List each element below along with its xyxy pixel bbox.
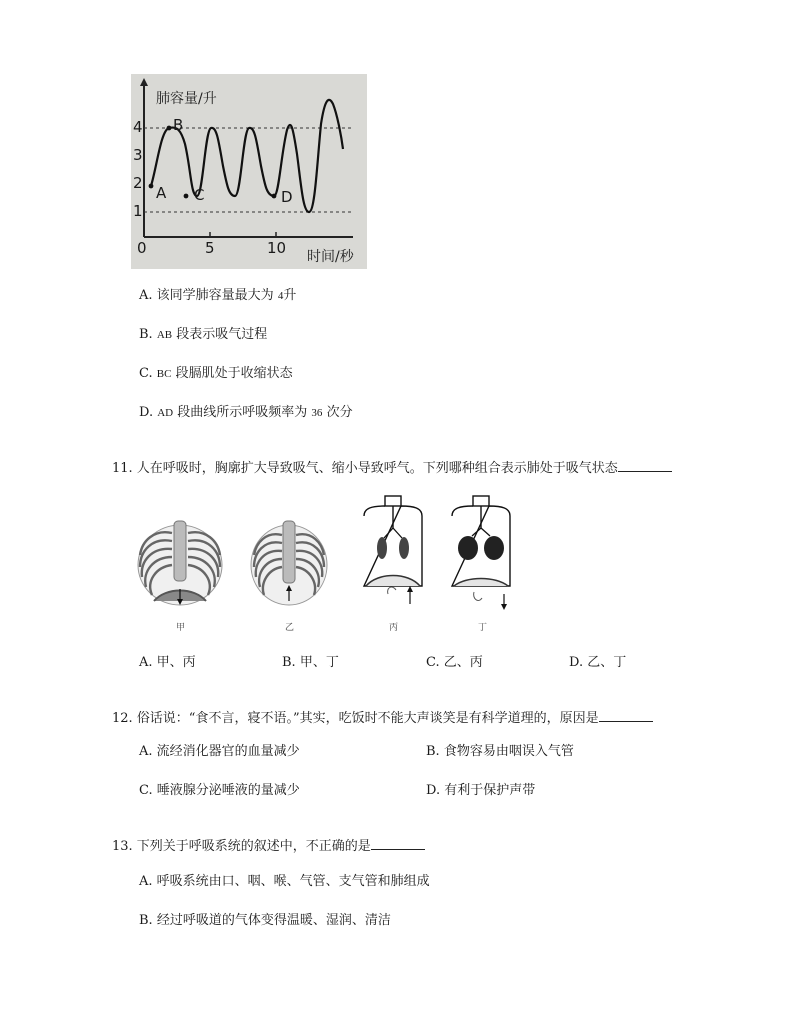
q13-text: 13. 下列关于呼吸系统的叙述中，不正确的是 (112, 837, 425, 855)
caption-ding: 丁 (478, 623, 488, 633)
bell-jar-ding-figure (446, 494, 516, 612)
q12-option-d[interactable]: D. 有利于保护声带 (426, 783, 536, 798)
q10-option-b[interactable]: B. AB 段表示吸气过程 (139, 327, 268, 342)
q10-option-d[interactable]: D. AD 段曲线所示呼吸频率为 36 次分 (139, 405, 353, 420)
point-a: A (156, 184, 167, 202)
q11-answer-blank[interactable] (618, 459, 672, 472)
q12-text: 12. 俗话说：“食不言，寝不语。”其实，吃饭时不能大声谈笑是有科学道理的，原因是 (112, 709, 653, 727)
point-c: C (194, 186, 205, 204)
ytick-4: 4 (133, 118, 143, 136)
xtick-0: 0 (137, 239, 147, 257)
ytick-1: 1 (133, 202, 143, 220)
q12-answer-blank[interactable] (599, 709, 653, 722)
q13-option-a[interactable]: A. 呼吸系统由口、咽、喉、气管、支气管和肺组成 (139, 874, 430, 889)
q10-option-a[interactable]: A. 该同学肺容量最大为 4升 (139, 288, 297, 303)
xtick-10: 10 (267, 239, 287, 257)
q11-text: 11. 人在呼吸时，胸廓扩大导致吸气、缩小导致呼气。下列哪种组合表示肺处于吸气状态 (112, 459, 672, 477)
q12-option-a[interactable]: A. 流经消化器官的血量减少 (139, 744, 300, 759)
q11-option-a[interactable]: A. 甲、丙 (139, 655, 196, 670)
graph-xlabel: 时间/秒 (307, 249, 354, 265)
q13-answer-blank[interactable] (371, 837, 425, 850)
q11-option-d[interactable]: D. 乙、丁 (569, 655, 627, 670)
ribcage-jia-figure (136, 515, 224, 611)
caption-yi: 乙 (285, 623, 295, 633)
ribcage-yi-figure (246, 515, 332, 611)
q12-option-c[interactable]: C. 唾液腺分泌唾液的量减少 (139, 783, 300, 798)
q13-option-b[interactable]: B. 经过呼吸道的气体变得温暖、湿润、清洁 (139, 913, 391, 928)
point-d: D (281, 188, 293, 206)
ytick-3: 3 (133, 146, 143, 164)
caption-jia: 甲 (176, 623, 186, 633)
q12-option-b[interactable]: B. 食物容易由咽误入气管 (426, 744, 574, 759)
q11-option-b[interactable]: B. 甲、丁 (282, 655, 339, 670)
caption-bing: 丙 (389, 623, 399, 633)
q10-option-c[interactable]: C. BC 段膈肌处于收缩状态 (139, 366, 293, 381)
point-b: B (173, 116, 184, 134)
q11-option-c[interactable]: C. 乙、丙 (426, 655, 483, 670)
lung-volume-graph (131, 74, 367, 269)
xtick-5: 5 (205, 239, 215, 257)
bell-jar-bing-figure (358, 494, 428, 606)
graph-ylabel: 肺容量/升 (156, 91, 217, 107)
ytick-2: 2 (133, 174, 143, 192)
